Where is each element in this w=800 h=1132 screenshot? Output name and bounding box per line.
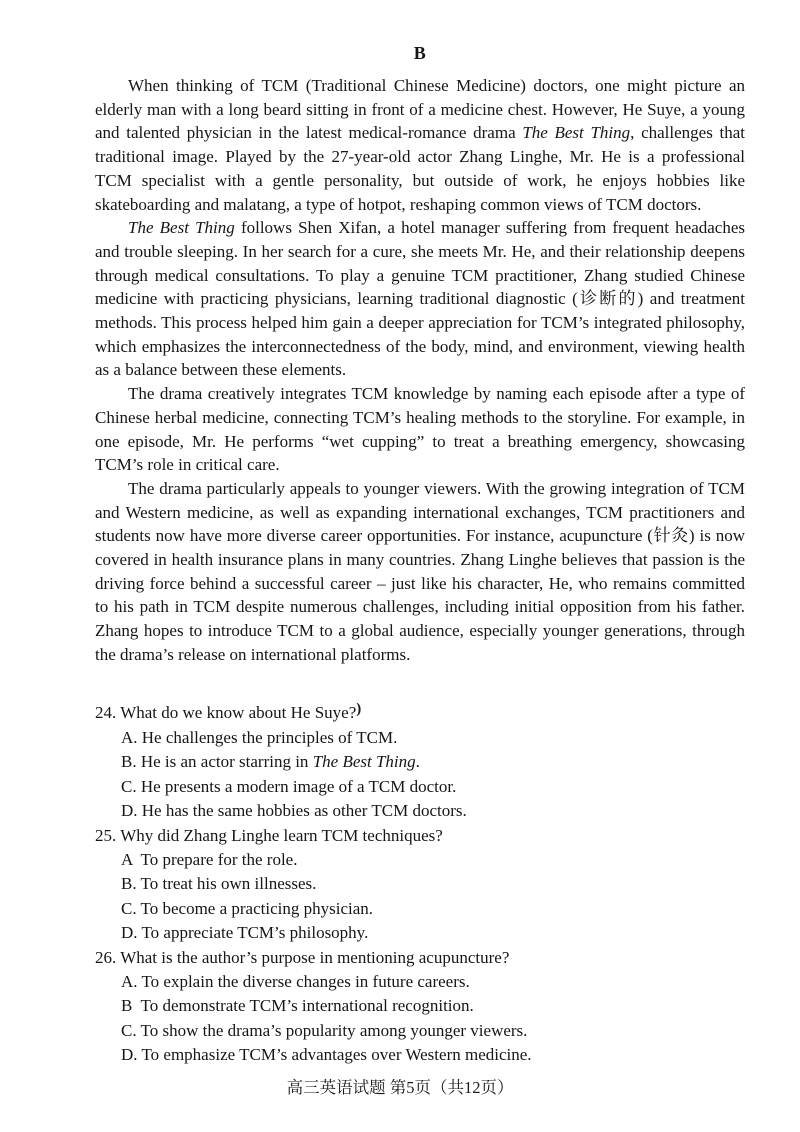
question-number: 26.	[95, 947, 121, 967]
text-segment: A. He challenges the principles of TCM.	[121, 727, 398, 747]
question-26-option-B	[95, 994, 745, 1018]
text-segment: B. He is an actor starring in	[121, 752, 313, 772]
text-segment: B. To treat his own illnesses.	[121, 874, 317, 894]
questions	[95, 701, 745, 1068]
question-text: What do we know about He Suye?	[120, 702, 357, 722]
passage-paragraph	[95, 216, 745, 382]
text-segment: D. He has the same hobbies as other TCM doctors.	[121, 801, 467, 821]
question-26	[95, 946, 745, 1068]
passage-paragraph	[95, 477, 745, 667]
text-segment: C. To show the drama’s popularity among younger viewers.	[121, 1020, 528, 1040]
question-25-option-A	[95, 848, 745, 872]
text-segment: When thinking of TCM (Traditional Chinese Medicine) doctors, one might picture an elderly man with a long beard sitting in front of a medicine chest. However, He Suye, a young and talented physician in the latest medical-romance drama	[95, 76, 745, 143]
question-24-option-A	[95, 726, 745, 750]
text-segment: , challenges that traditional image. Played by the 27-year-old actor Zhang Linghe, Mr. He is a professional TCM specialist with a gentle personality, but outside of work, he enjoys hobbies like skateboarding and malatang, a type of hotpot, reshaping common views of TCM doctors.	[95, 123, 745, 214]
italic-title-text: The Best Thing	[128, 218, 235, 238]
text-segment: B To demonstrate TCM’s international recognition.	[121, 996, 474, 1016]
question-24-option-D	[95, 799, 745, 823]
italic-title-text: The Best Thing	[312, 752, 416, 772]
question-26-option-D	[95, 1043, 745, 1067]
question-text: What is the author’s purpose in mentioning acupuncture?	[120, 947, 510, 967]
stray-pen-mark: )	[356, 700, 362, 717]
question-26-stem	[95, 946, 745, 970]
question-24-stem	[95, 701, 745, 726]
text-segment: follows Shen Xifan, a hotel manager suffering from frequent headaches and trouble sleeping. In her search for a cure, she meets Mr. He, and their relationship deepens through medical consultations. To play a genuine TCM practitioner, Zhang studied Chinese medicine with practicing physicians, learning traditional diagnostic (诊断的) and treatment methods. This process helped him gain a deeper appreciation for TCM’s integrated philosophy, which emphasizes the interconnectedness of the body, mind, and environment, viewing health as a balance between these elements.	[95, 218, 745, 380]
question-25	[95, 824, 745, 946]
reading-passage	[95, 74, 745, 667]
question-24	[95, 701, 745, 824]
text-segment: D. To appreciate TCM’s philosophy.	[121, 923, 369, 943]
text-segment: C. He presents a modern image of a TCM doctor.	[121, 776, 457, 796]
text-segment: A. To explain the diverse changes in future careers.	[121, 972, 470, 992]
section-label: B	[413, 43, 427, 63]
question-number: 25.	[95, 825, 121, 845]
page-footer: 高三英语试题 第5页（共12页）	[286, 1078, 514, 1097]
text-segment: D. To emphasize TCM’s advantages over Western medicine.	[121, 1045, 532, 1065]
question-26-option-C	[95, 1019, 745, 1043]
text-segment: .	[415, 752, 420, 772]
text-segment: The drama creatively integrates TCM knowledge by naming each episode after a type of Chinese herbal medicine, connecting TCM’s healing methods to the storyline. For example, in one episode, Mr. He performs “wet cupping” to treat a breathing emergency, showcasing TCM’s role in critical care.	[95, 384, 745, 475]
passage-paragraph	[95, 382, 745, 477]
question-text: Why did Zhang Linghe learn TCM techniques?	[120, 825, 443, 845]
question-25-stem	[95, 824, 745, 848]
text-segment: The drama particularly appeals to younger viewers. With the growing integration of TCM and Western medicine, as well as expanding international exchanges, TCM practitioners and students now have more diverse career opportunities. For instance, acupuncture (针灸) is now covered in health insurance plans in many countries. Zhang Linghe believes that passion is the driving force behind a successful career – just like his character, He, who remains committed to his path in TCM despite numerous challenges, including initial opposition from his father. Zhang hopes to introduce TCM to a global audience, especially younger generations, through the drama’s release on international platforms.	[95, 478, 745, 664]
question-24-option-C	[95, 775, 745, 799]
question-25-option-B	[95, 872, 745, 896]
text-segment: A To prepare for the role.	[121, 850, 298, 870]
question-24-option-B	[95, 750, 745, 774]
italic-title-text: The Best Thing	[522, 123, 631, 143]
question-25-option-D	[95, 921, 745, 945]
passage-paragraph	[95, 74, 745, 216]
question-25-option-C	[95, 897, 745, 921]
question-26-option-A	[95, 970, 745, 994]
question-number: 24.	[95, 702, 121, 722]
text-segment: C. To become a practicing physician.	[121, 898, 374, 918]
